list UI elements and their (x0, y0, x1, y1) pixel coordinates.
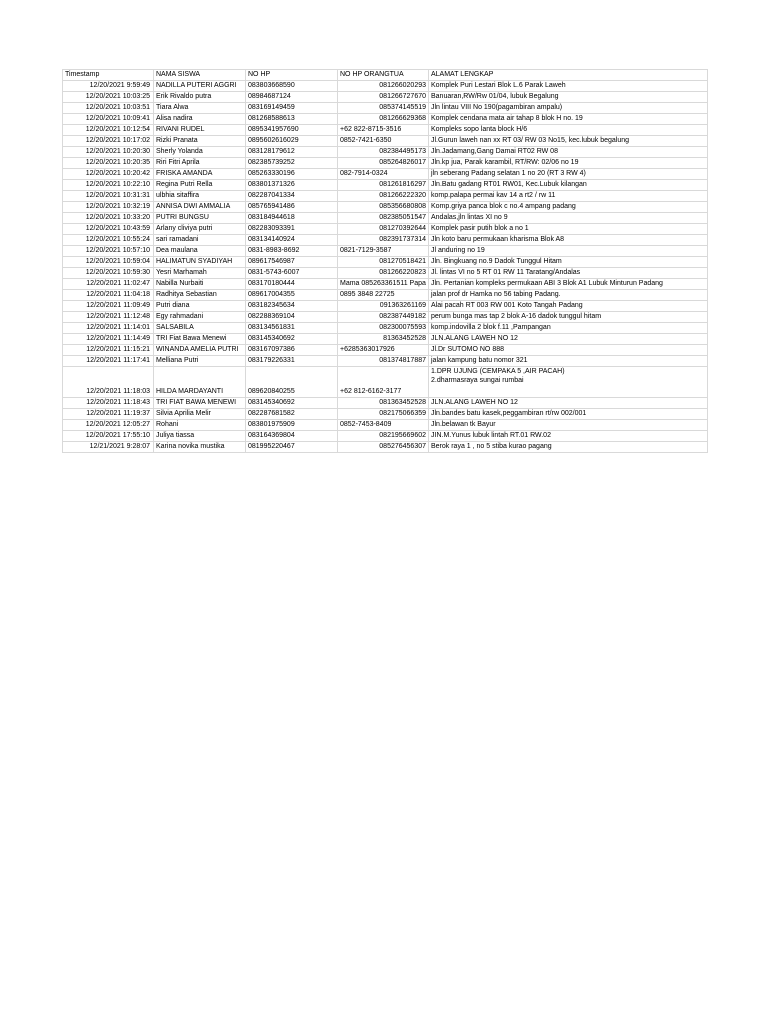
cell-timestamp: 12/20/2021 10:20:42 (63, 169, 154, 180)
cell-alamat-lengkap: Jln.belawan tk Bayur (429, 420, 708, 431)
cell-no-hp-orangtua: +62 822-8715-3516 (338, 125, 429, 136)
table-row (63, 420, 708, 431)
cell-nama-siswa: Riri Fitri Aprila (154, 158, 246, 169)
cell-nama-siswa: Karina novika mustika (154, 442, 246, 453)
cell-no-hp: 085765941486 (246, 202, 338, 213)
cell-nama-siswa: WINANDA AMELIA PUTRI (154, 345, 246, 356)
cell-timestamp: 12/20/2021 10:59:04 (63, 257, 154, 268)
cell-nama-siswa: Rohani (154, 420, 246, 431)
cell-alamat-lengkap: jalan kampung batu nomor 321 (429, 356, 708, 367)
table-row (63, 92, 708, 103)
cell-no-hp: 082283093391 (246, 224, 338, 235)
cell-no-hp: 083134561831 (246, 323, 338, 334)
cell-nama-siswa: Regina Putri Rella (154, 180, 246, 191)
table-row (63, 213, 708, 224)
table-row (63, 235, 708, 246)
table-row (63, 81, 708, 92)
table-row (63, 191, 708, 202)
cell-nama-siswa: Juliya tiassa (154, 431, 246, 442)
cell-timestamp: 12/20/2021 11:17:41 (63, 356, 154, 367)
cell-nama-siswa: Putri diana (154, 301, 246, 312)
cell-timestamp: 12/20/2021 10:20:35 (63, 158, 154, 169)
table-row (63, 180, 708, 191)
cell-timestamp: 12/20/2021 11:12:48 (63, 312, 154, 323)
cell-no-hp: 089617004355 (246, 290, 338, 301)
cell-no-hp-orangtua: 082-7914-0324 (338, 169, 429, 180)
cell-nama-siswa: Nabilla Nurbaiti (154, 279, 246, 290)
cell-timestamp: 12/21/2021 9:28:07 (63, 442, 154, 453)
cell-no-hp: 082287041334 (246, 191, 338, 202)
cell-nama-siswa: Tiara Alwa (154, 103, 246, 114)
cell-alamat-lengkap: Jl.Gurun laweh nan xx RT 03/ RW 03 No15, kec.lubuk begalung (429, 136, 708, 147)
header-no-hp: NO HP (246, 70, 338, 81)
cell-timestamp: 12/20/2021 10:43:59 (63, 224, 154, 235)
cell-nama-siswa: Melliana Putri (154, 356, 246, 367)
cell-no-hp-orangtua: 085374145519 (338, 103, 429, 114)
cell-no-hp: 089620840255 (246, 367, 338, 398)
cell-nama-siswa: Silvia Aprilia Melir (154, 409, 246, 420)
cell-timestamp: 12/20/2021 10:59:30 (63, 268, 154, 279)
cell-alamat-lengkap: Jln koto baru permukaan kharisma Blok A8 (429, 235, 708, 246)
cell-alamat-lengkap: komp.palapa permai kav 14 a rt2 / rw 11 (429, 191, 708, 202)
table-row (63, 334, 708, 345)
cell-no-hp: 082287681582 (246, 409, 338, 420)
cell-timestamp: 12/20/2021 10:17:02 (63, 136, 154, 147)
cell-timestamp: 12/20/2021 11:02:47 (63, 279, 154, 290)
table-row (63, 125, 708, 136)
cell-timestamp: 12/20/2021 10:20:30 (63, 147, 154, 158)
cell-no-hp-orangtua: 0852-7453-8409 (338, 420, 429, 431)
cell-alamat-lengkap: jalan prof dr Hamka no 56 tabing Padang. (429, 290, 708, 301)
cell-alamat-lengkap: Banuaran,RW/Rw 01/04, lubuk Begalung (429, 92, 708, 103)
cell-nama-siswa: sari ramadani (154, 235, 246, 246)
cell-no-hp: 083164369804 (246, 431, 338, 442)
cell-no-hp-orangtua: +62 812-6162-3177 (338, 367, 429, 398)
cell-no-hp-orangtua: 091363261169 (338, 301, 429, 312)
cell-nama-siswa: ANNISA DWI AMMALIA (154, 202, 246, 213)
cell-timestamp: 12/20/2021 10:03:51 (63, 103, 154, 114)
cell-no-hp: 083167097386 (246, 345, 338, 356)
cell-nama-siswa: Dea maulana (154, 246, 246, 257)
cell-no-hp-orangtua: 082384495173 (338, 147, 429, 158)
cell-timestamp: 12/20/2021 11:14:01 (63, 323, 154, 334)
student-data-table (62, 69, 708, 453)
cell-nama-siswa: SALSABILA (154, 323, 246, 334)
table-row (63, 290, 708, 301)
cell-alamat-lengkap: Jln.kp jua, Parak karambil, RT/RW: 02/06 no 19 (429, 158, 708, 169)
cell-no-hp-orangtua: 082387449182 (338, 312, 429, 323)
table-row (63, 268, 708, 279)
cell-alamat-lengkap: Jl anduring no 19 (429, 246, 708, 257)
table-row (63, 279, 708, 290)
cell-no-hp: 081995220467 (246, 442, 338, 453)
cell-no-hp-orangtua: 081266727670 (338, 92, 429, 103)
cell-alamat-lengkap: komp.indovilla 2 blok f.11 ,Pampangan (429, 323, 708, 334)
cell-nama-siswa: FRISKA AMANDA (154, 169, 246, 180)
cell-alamat-lengkap: JLN.ALANG LAWEH NO 12 (429, 398, 708, 409)
cell-nama-siswa: Sherly Yolanda (154, 147, 246, 158)
cell-no-hp-orangtua: 082195669602 (338, 431, 429, 442)
cell-nama-siswa: Arlany cliviya putri (154, 224, 246, 235)
cell-alamat-lengkap: Jln.Jadamang,Gang Damai RT02 RW 08 (429, 147, 708, 158)
cell-no-hp: 085263330196 (246, 169, 338, 180)
cell-alamat-lengkap: Alai pacah RT 003 RW 001 Koto Tangah Padang (429, 301, 708, 312)
cell-timestamp: 12/20/2021 10:55:24 (63, 235, 154, 246)
cell-no-hp: 083128179612 (246, 147, 338, 158)
cell-no-hp-orangtua: 081270518421 (338, 257, 429, 268)
table-body (63, 81, 708, 453)
cell-timestamp: 12/20/2021 11:09:49 (63, 301, 154, 312)
cell-no-hp: 083169149459 (246, 103, 338, 114)
cell-no-hp-orangtua: +6285363017926 (338, 345, 429, 356)
table-row (63, 442, 708, 453)
cell-nama-siswa: Rizki Pranata (154, 136, 246, 147)
cell-no-hp-orangtua: 081266220823 (338, 268, 429, 279)
table-row (63, 103, 708, 114)
cell-no-hp: 081268588613 (246, 114, 338, 125)
cell-alamat-lengkap: Jln. Pertanian kompleks permukaan ABI 3 Blok A1 Lubuk Minturun Padang (429, 279, 708, 290)
cell-nama-siswa: Yesri Marhamah (154, 268, 246, 279)
cell-timestamp: 12/20/2021 11:18:03 (63, 367, 154, 398)
cell-no-hp: 08984687124 (246, 92, 338, 103)
cell-alamat-lengkap (429, 367, 708, 398)
cell-no-hp: 083179226331 (246, 356, 338, 367)
cell-timestamp: 12/20/2021 11:15:21 (63, 345, 154, 356)
cell-timestamp: 12/20/2021 10:32:19 (63, 202, 154, 213)
table-row (63, 136, 708, 147)
cell-no-hp-orangtua: 082300075593 (338, 323, 429, 334)
cell-no-hp-orangtua: 0895 3848 22725 (338, 290, 429, 301)
cell-no-hp-orangtua: 082385051547 (338, 213, 429, 224)
table-row (63, 257, 708, 268)
cell-alamat-lengkap: Komplek cendana mata air tahap 8 blok H no. 19 (429, 114, 708, 125)
cell-no-hp: 083145340692 (246, 334, 338, 345)
cell-alamat-lengkap: Jl. lintas VI no 5 RT 01 RW 11 Taratang/Andalas (429, 268, 708, 279)
cell-no-hp: 083145340692 (246, 398, 338, 409)
cell-alamat-lengkap: Komp.griya panca blok c no.4 ampang padang (429, 202, 708, 213)
cell-no-hp-orangtua: 081266222320 (338, 191, 429, 202)
cell-alamat-lengkap: Andalas,jln lintas XI no 9 (429, 213, 708, 224)
cell-nama-siswa: Egy rahmadani (154, 312, 246, 323)
cell-nama-siswa: Radhitya Sebastian (154, 290, 246, 301)
cell-timestamp: 12/20/2021 11:04:18 (63, 290, 154, 301)
cell-alamat-lengkap: Komplek Puri Lestari Blok L.6 Parak Laweh (429, 81, 708, 92)
cell-no-hp: 083803668590 (246, 81, 338, 92)
cell-no-hp: 0831-8983-8692 (246, 246, 338, 257)
cell-no-hp-orangtua: 081374817887 (338, 356, 429, 367)
cell-timestamp: 12/20/2021 10:09:41 (63, 114, 154, 125)
cell-no-hp-orangtua: 082175066359 (338, 409, 429, 420)
cell-nama-siswa: NADILLA PUTERI AGGRI (154, 81, 246, 92)
cell-no-hp-orangtua: 081261816297 (338, 180, 429, 191)
table-row (63, 169, 708, 180)
table-row (63, 323, 708, 334)
cell-alamat-lengkap: Jln lintau VIII No 190(pagambiran ampalu) (429, 103, 708, 114)
cell-timestamp: 12/20/2021 10:03:25 (63, 92, 154, 103)
cell-no-hp-orangtua: 0821-7129-3587 (338, 246, 429, 257)
table-row (63, 147, 708, 158)
cell-no-hp-orangtua: 085264826017 (338, 158, 429, 169)
cell-no-hp-orangtua: 0852-7421-6350 (338, 136, 429, 147)
cell-nama-siswa: Erik Rivaldo putra (154, 92, 246, 103)
cell-no-hp-orangtua: 085276456307 (338, 442, 429, 453)
table-row (63, 301, 708, 312)
table-row (63, 224, 708, 235)
cell-alamat-lengkap: JLN.ALANG LAWEH NO 12 (429, 334, 708, 345)
cell-no-hp: 083801371326 (246, 180, 338, 191)
table-row (63, 114, 708, 125)
cell-no-hp-orangtua: 081363452528 (338, 398, 429, 409)
cell-timestamp: 12/20/2021 10:12:54 (63, 125, 154, 136)
cell-no-hp-orangtua: 085356680808 (338, 202, 429, 213)
cell-no-hp: 089617546987 (246, 257, 338, 268)
cell-timestamp: 12/20/2021 11:19:37 (63, 409, 154, 420)
cell-alamat-lengkap: jln seberang Padang selatan 1 no 20 (RT 3 RW 4) (429, 169, 708, 180)
cell-timestamp: 12/20/2021 11:14:49 (63, 334, 154, 345)
cell-no-hp: 082288369104 (246, 312, 338, 323)
cell-nama-siswa: PUTRI BUNGSU (154, 213, 246, 224)
cell-no-hp-orangtua: Mama 085263361511 Papa (338, 279, 429, 290)
cell-no-hp-orangtua: 081266629368 (338, 114, 429, 125)
cell-nama-siswa: HALIMATUN SYADIYAH (154, 257, 246, 268)
header-alamat-lengkap: ALAMAT LENGKAP (429, 70, 708, 81)
cell-no-hp: 083182345634 (246, 301, 338, 312)
table-row (63, 431, 708, 442)
cell-alamat-lengkap: Berok raya 1 , no 5 stiba kurao pagang (429, 442, 708, 453)
cell-no-hp: 082385739252 (246, 158, 338, 169)
cell-no-hp: 0895602616029 (246, 136, 338, 147)
cell-alamat-lengkap: Komplek pasir putih blok a no 1 (429, 224, 708, 235)
cell-nama-siswa: TRI Fiat Bawa Menewi (154, 334, 246, 345)
cell-alamat-lengkap: perum bunga mas tap 2 blok A-16 dadok tunggul hitam (429, 312, 708, 323)
table-row (63, 356, 708, 367)
table-row (63, 409, 708, 420)
table-row (63, 345, 708, 356)
cell-no-hp: 083134140924 (246, 235, 338, 246)
table-row (63, 312, 708, 323)
cell-timestamp: 12/20/2021 11:18:43 (63, 398, 154, 409)
table-row (63, 202, 708, 213)
table-row (63, 158, 708, 169)
cell-nama-siswa: ulbhia sitaffira (154, 191, 246, 202)
cell-no-hp-orangtua: 082391737314 (338, 235, 429, 246)
cell-alamat-lengkap: Jln.Batu gadang RT01 RW01, Kec.Lubuk kilangan (429, 180, 708, 191)
cell-no-hp: 083170180444 (246, 279, 338, 290)
cell-no-hp: 0895341957690 (246, 125, 338, 136)
header-nama-siswa: NAMA SISWA (154, 70, 246, 81)
cell-alamat-lengkap: Jln.bandes batu kasek,peggambiran rt/rw 002/001 (429, 409, 708, 420)
cell-timestamp: 12/20/2021 10:22:10 (63, 180, 154, 191)
cell-alamat-lengkap: JIN.M.Yunus lubuk lintah RT.01 RW.02 (429, 431, 708, 442)
cell-timestamp: 12/20/2021 17:55:10 (63, 431, 154, 442)
cell-no-hp: 0831-5743-6007 (246, 268, 338, 279)
header-row (63, 70, 708, 81)
cell-no-hp-orangtua: 081266020293 (338, 81, 429, 92)
cell-alamat-lengkap: Jln. Bingkuang no.9 Dadok Tunggul Hitam (429, 257, 708, 268)
table-row (63, 246, 708, 257)
cell-nama-siswa: Alisa nadira (154, 114, 246, 125)
cell-no-hp: 083184944618 (246, 213, 338, 224)
cell-timestamp: 12/20/2021 9:59:49 (63, 81, 154, 92)
table-row (63, 367, 708, 398)
header-no-hp-orangtua: NO HP ORANGTUA (338, 70, 429, 81)
cell-timestamp: 12/20/2021 10:31:31 (63, 191, 154, 202)
table-row (63, 398, 708, 409)
cell-nama-siswa: TRI FIAT BAWA MENEWI (154, 398, 246, 409)
cell-timestamp: 12/20/2021 10:33:20 (63, 213, 154, 224)
cell-nama-siswa: RIVANI RUDEL (154, 125, 246, 136)
multiline-address: 1.DPR UJUNG (CEMPAKA 5 ,AIR PACAH) 2.dharmasraya sungai rumbai (431, 368, 565, 384)
cell-no-hp-orangtua: 081270392644 (338, 224, 429, 235)
cell-no-hp-orangtua: 81363452528 (338, 334, 429, 345)
cell-alamat-lengkap: Kompleks sopo lanta block H/6 (429, 125, 708, 136)
cell-alamat-lengkap: Jl.Dr SUTOMO NO 888 (429, 345, 708, 356)
cell-nama-siswa: HILDA MARDAYANTI (154, 367, 246, 398)
spreadsheet (62, 69, 707, 453)
cell-no-hp: 083801975909 (246, 420, 338, 431)
cell-timestamp: 12/20/2021 10:57:10 (63, 246, 154, 257)
cell-timestamp: 12/20/2021 12:05:27 (63, 420, 154, 431)
header-timestamp: Timestamp (63, 70, 154, 81)
